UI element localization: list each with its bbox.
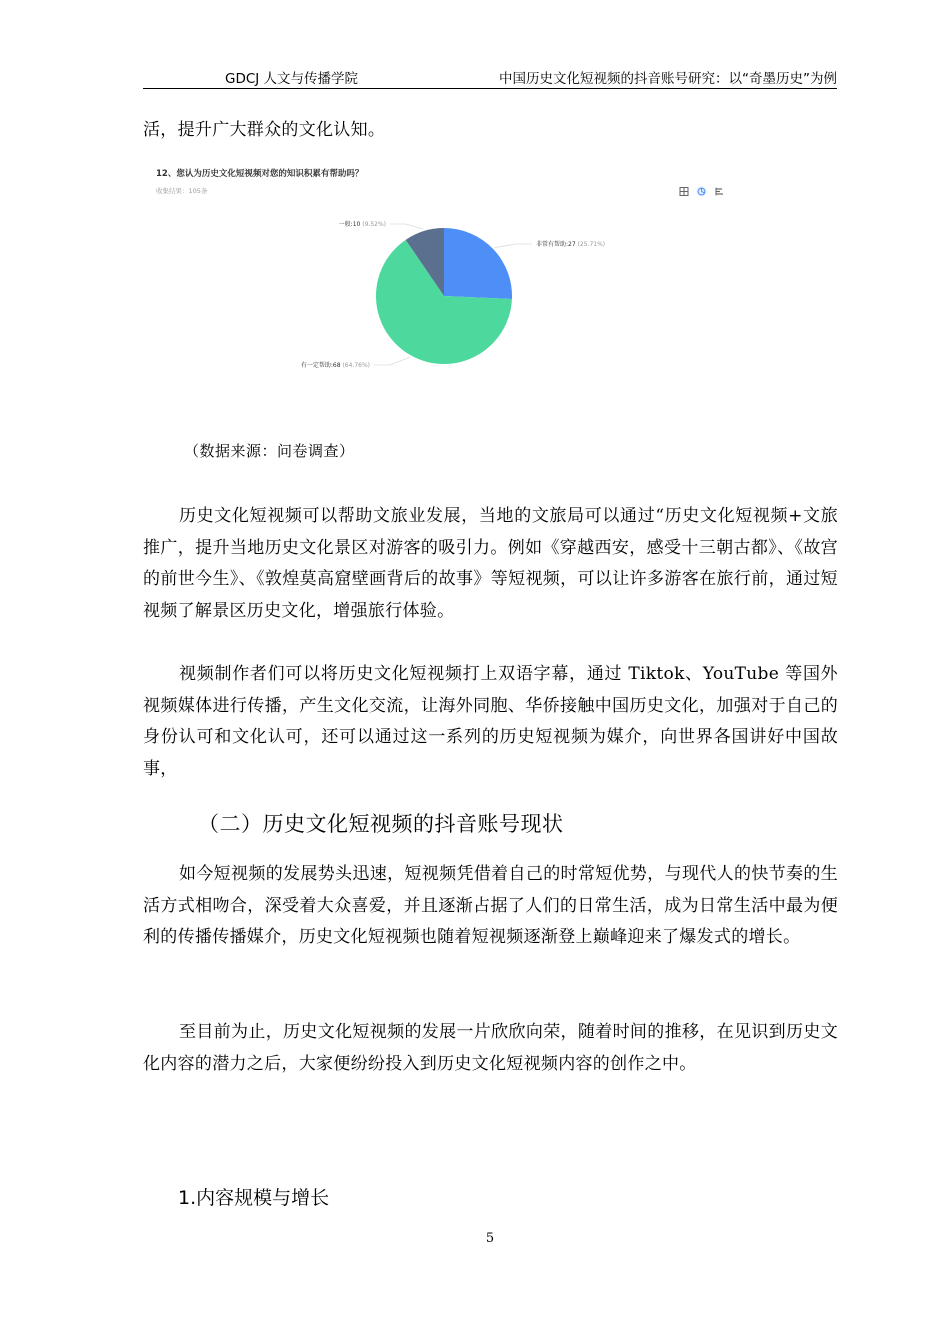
- pie-label-leader: [390, 224, 423, 229]
- header-paper-title: 中国历史文化短视频的抖音账号研究：以“奇墨历史”为例: [499, 71, 837, 87]
- chart-title: 12、您认为历史文化短视频对您的知识积累有帮助吗？: [156, 169, 364, 179]
- pie-label-leader: [495, 244, 532, 248]
- pie-slice-label: 有一定帮助:68 (64.76%): [300, 362, 370, 369]
- page-header: [143, 64, 837, 89]
- pie-slice-label: 一般:10 (9.52%): [338, 221, 386, 228]
- pie-label-leader: [374, 357, 410, 365]
- pie-chart: [150, 160, 740, 400]
- paragraph-continuation: 活，提升广大群众的文化认知。: [143, 120, 386, 140]
- paragraph-growth: 如今短视频的发展势头迅速，短视频凭借着自己的时常短优势，与现代人的快节奏的生活方式相吻合，深受着大众喜爱，并且逐渐占据了人们的日常生活，成为日常生活中最为便利的传播传播媒介，历史文化短视频也随着短视频逐渐登上巅峰迎来了爆发式的增长。: [143, 864, 838, 947]
- header-institution: GDCJ 人文与传播学院: [225, 71, 359, 87]
- paragraph-tourism: 历史文化短视频可以帮助文旅业发展，当地的文旅局可以通过“历史文化短视频+文旅推广，提升当地历史文化景区对游客的吸引力。例如《穿越西安，感受十三朝古都》、《故宫的前世今生》、《敦煌莫高窟壁画背后的故事》等短视频，可以让许多游客在旅行前，通过短视频了解景区历史文化，增强旅行体验。: [143, 506, 838, 621]
- subsection-heading: 1.内容规模与增长: [178, 1187, 330, 1209]
- paragraph-bilingual: 视频制作者们可以将历史文化短视频打上双语字幕，通过 Tiktok、YouTube 等国外视频媒体进行传播，产生文化交流，让海外同胞、华侨接触中国历史文化，加强对于自己的身份认可和文化认可，还可以通过这一系列的历史短视频为媒介，向世界各国讲好中国故事，: [143, 664, 838, 779]
- chart-subtitle: 收集结果：105条: [156, 187, 208, 195]
- pie-slice: [444, 228, 512, 299]
- paragraph-current-status: 至目前为止，历史文化短视频的发展一片欣欣向荣，随着时间的推移，在见识到历史文化内容的潜力之后，大家便纷纷投入到历史文化短视频内容的创作之中。: [143, 1022, 838, 1074]
- page-number: 5: [485, 1231, 495, 1246]
- section-heading: （二）历史文化短视频的抖音账号现状: [198, 812, 564, 836]
- figure-caption: （数据来源：问卷调查）: [184, 442, 355, 460]
- pie-chart-figure: [150, 160, 740, 400]
- pie-slice-label: 非常有帮助:27 (25.71%): [536, 241, 606, 248]
